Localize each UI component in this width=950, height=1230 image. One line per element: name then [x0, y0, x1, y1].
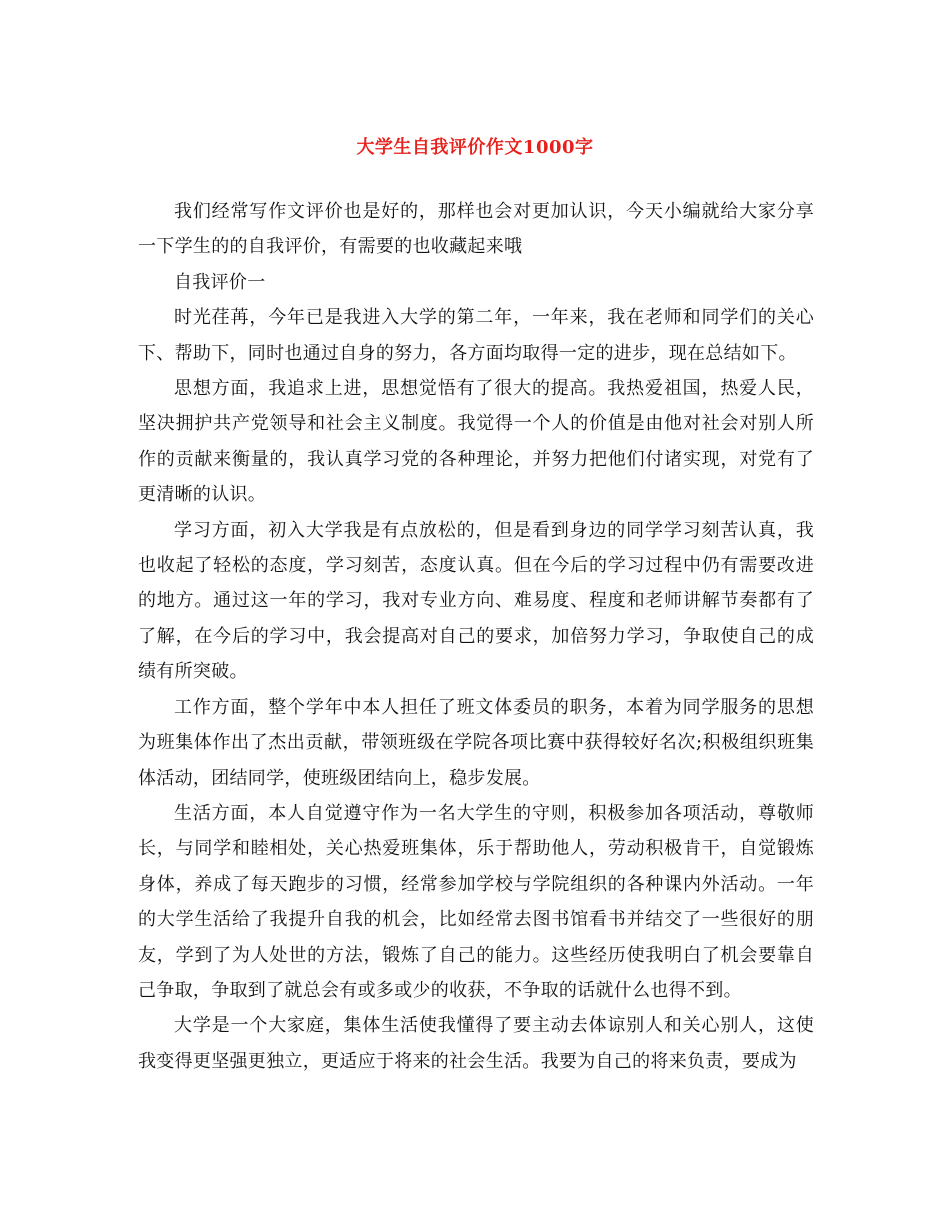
paragraph: 工作方面，整个学年中本人担任了班文体委员的职务，本着为同学服务的思想为班集体作出了杰出贡献，带领班级在学院各项比赛中获得较好名次;积极组织班集体活动，团结同学，使班级团结向上，稳步发展。	[138, 696, 814, 789]
paragraph: 时光荏苒，今年已是我进入大学的第二年，一年来，我在老师和同学们的关心下、帮助下，同时也通过自身的努力，各方面均取得一定的进步，现在总结如下。	[138, 307, 814, 364]
document-title: 大学生自我评价作文1000字	[356, 137, 594, 158]
paragraph-intro: 我们经常写作文评价也是好的，那样也会对更加认识，今天小编就给大家分享一下学生的的自我评价，有需要的也收藏起来哦	[138, 201, 814, 258]
paragraph: 生活方面，本人自觉遵守作为一名大学生的守则，积极参加各项活动，尊敬师长，与同学和睦相处，关心热爱班集体，乐于帮助他人，劳动积极肯干，自觉锻炼身体，养成了每天跑步的习惯，经常参加学校与学院组织的各种课内外活动。一年的大学生活给了我提升自我的机会，比如经常去图书馆看书并结交了一些很好的朋友，学到了为人处世的方法，锻炼了自己的能力。这些经历使我明白了机会要靠自己争取，争取到了就总会有或多或少的收获，不争取的话就什么也得不到。	[138, 802, 814, 1001]
paragraph: 思想方面，我追求上进，思想觉悟有了很大的提高。我热爱祖国，热爱人民，坚决拥护共产党领导和社会主义制度。我觉得一个人的价值是由他对社会对别人所作的贡献来衡量的，我认真学习党的各种理论，并努力把他们付诸实现，对党有了更清晰的认识。	[138, 378, 814, 506]
paragraph: 学习方面，初入大学我是有点放松的，但是看到身边的同学学习刻苦认真，我也收起了轻松的态度，学习刻苦，态度认真。但在今后的学习过程中仍有需要改进的地方。通过这一年的学习，我对专业方向、难易度、程度和老师讲解节奏都有了了解，在今后的学习中，我会提高对自己的要求，加倍努力学习，争取使自己的成绩有所突破。	[138, 519, 814, 683]
paragraph: 大学是一个大家庭，集体生活使我懂得了要主动去体谅别人和关心别人，这使我变得更坚强更独立，更适应于将来的社会生活。我要为自己的将来负责，要成为	[138, 1015, 814, 1072]
section-heading: 自我评价一	[174, 271, 266, 293]
document-body	[138, 194, 814, 1079]
